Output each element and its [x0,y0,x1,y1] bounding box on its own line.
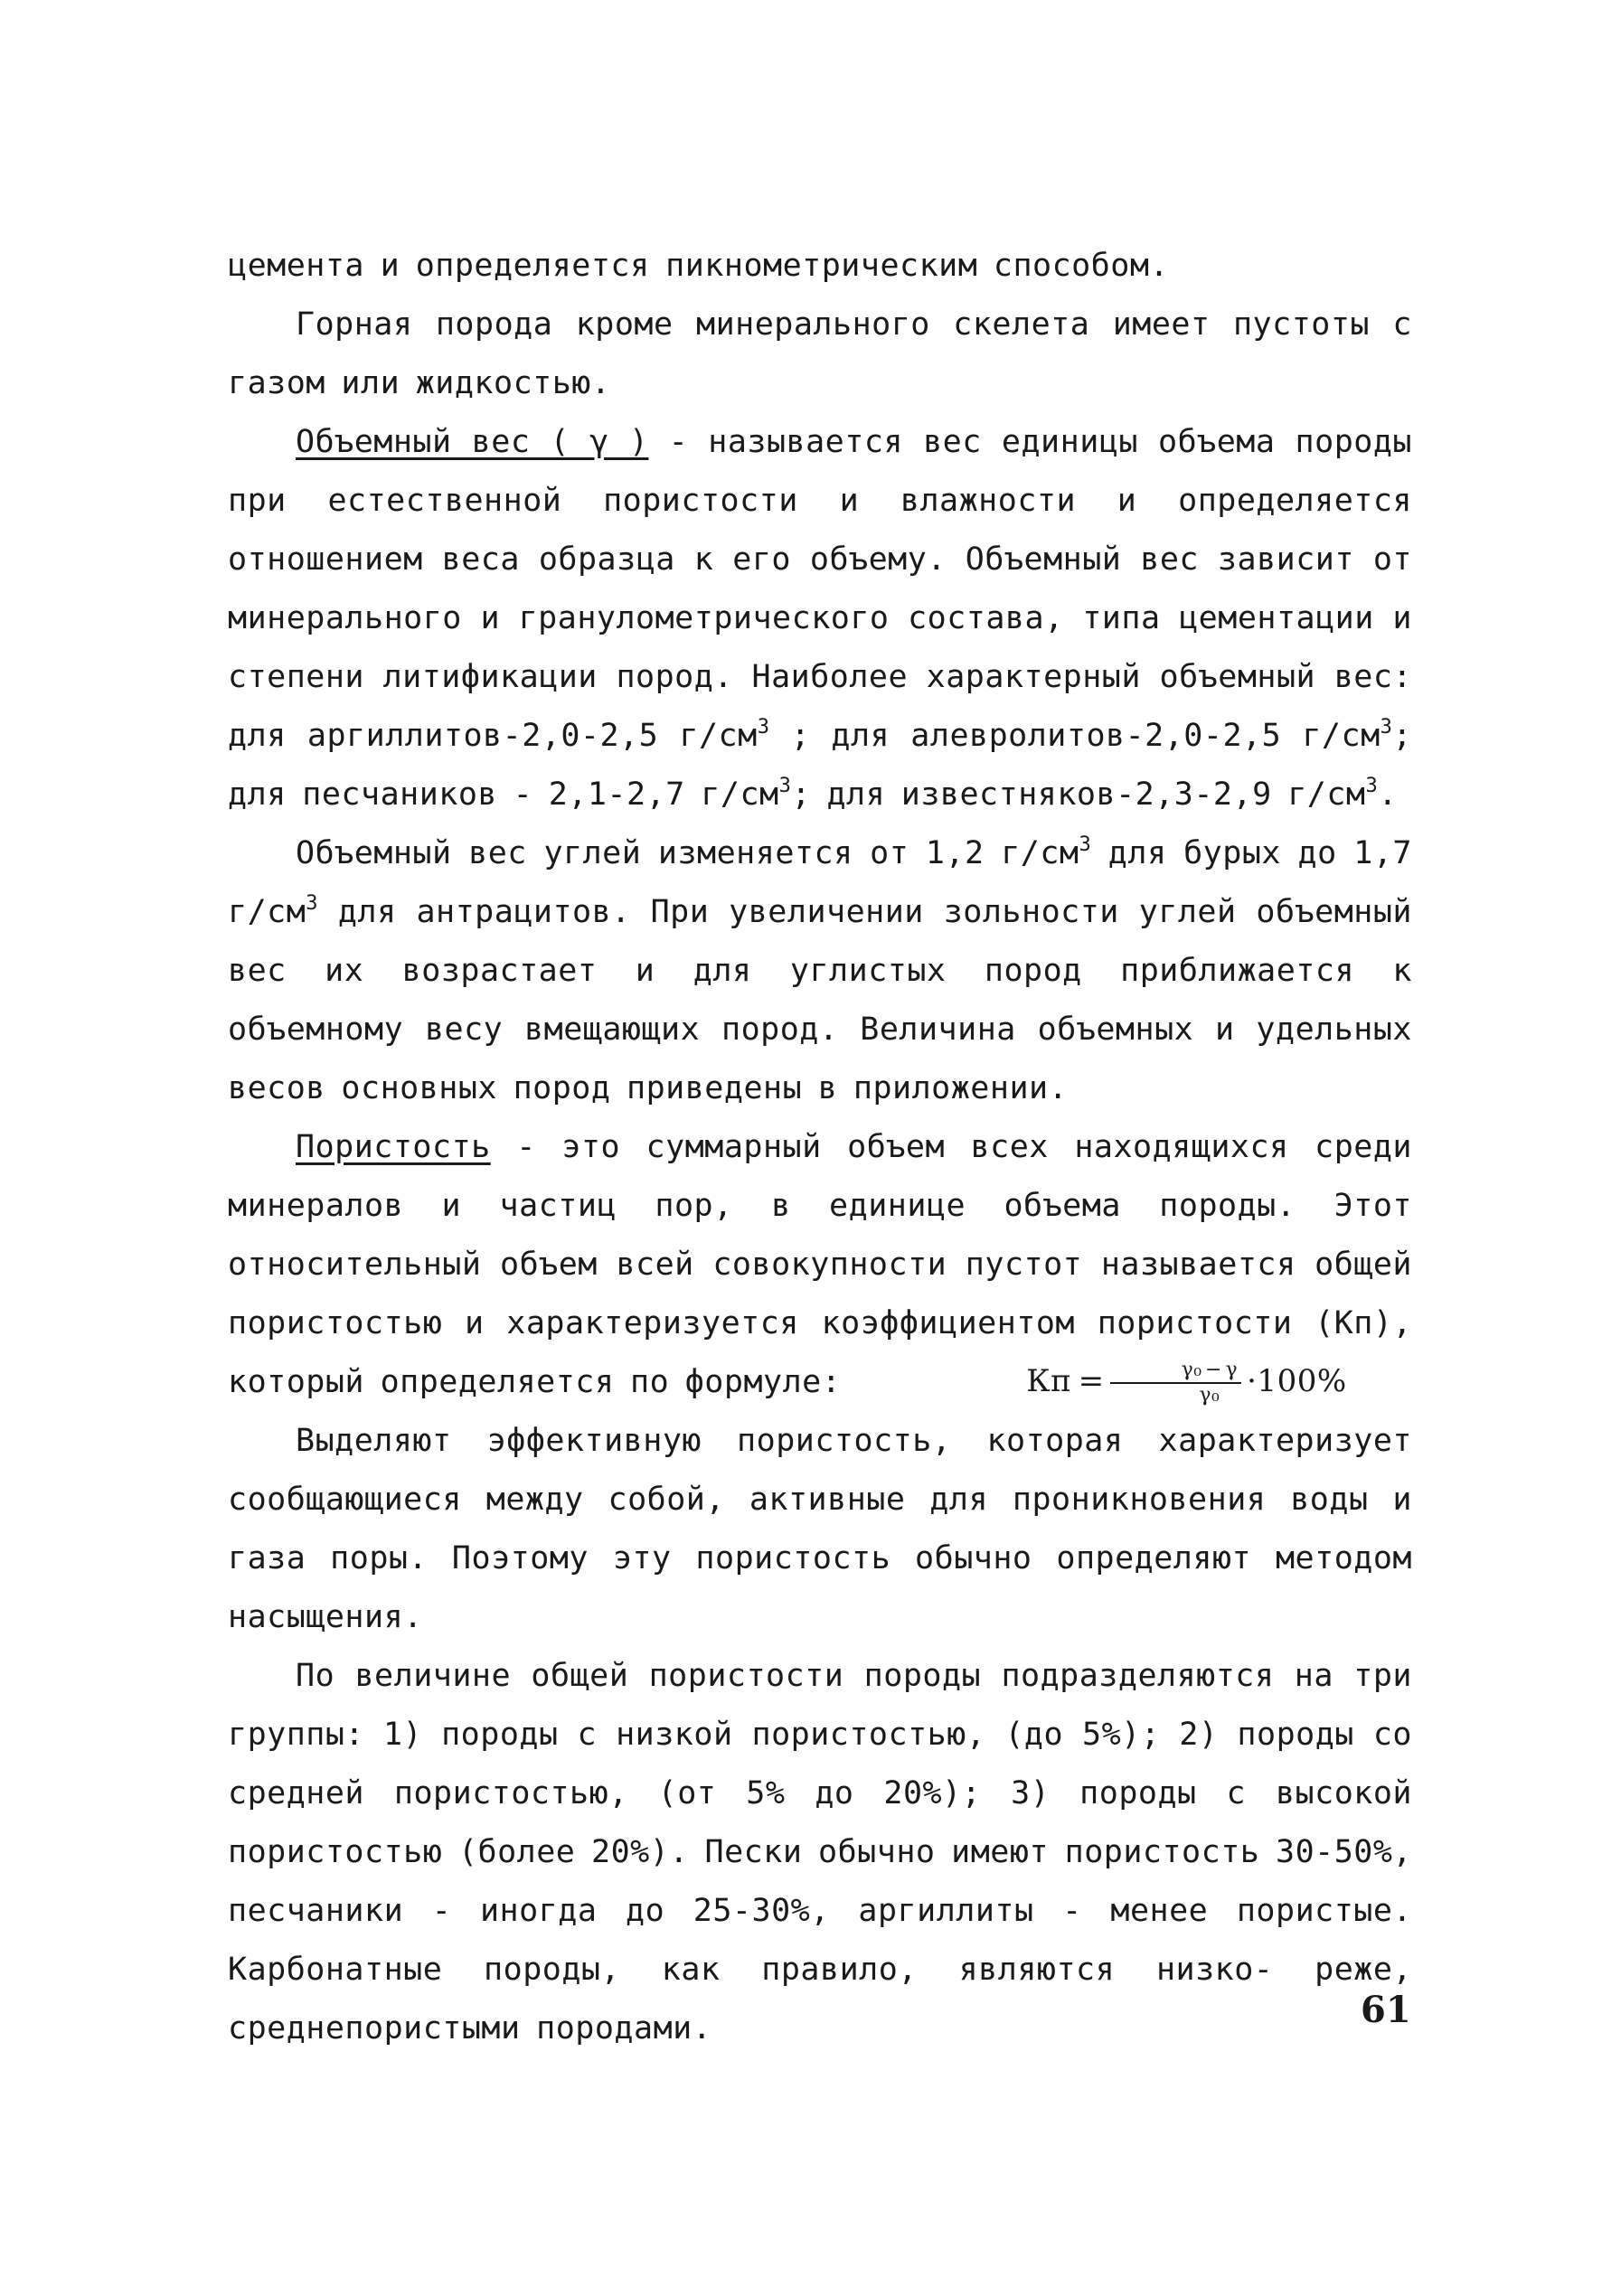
paragraph-porosity [228,1118,1412,1412]
bulk-density-text-2: ; для алевролитов-2,0-2,5 г/см [769,718,1381,754]
bulk-density-text-5: . [1378,776,1398,813]
exponent: 3 [1365,775,1379,797]
paragraph-coal-density [228,824,1412,1118]
paragraph-effective-porosity: Выделяют эффективную пористость, которая характеризует сообщающиеся между собой, активные для проникновения воды и газа поры. Поэтому эту пористость обычно определяют методом насыщения. [228,1423,1412,1635]
term-bulk-density: Объемный вес ( γ ) [296,424,649,460]
formula-lhs: Кп = [1026,1363,1105,1399]
exponent: 3 [757,716,770,739]
formula-rhs: ·100% [1247,1363,1347,1399]
paragraph-bulk-density [228,413,1412,824]
coal-text-3: для антрацитов. При увеличении зольности углей объемный вес их возрастает и для углистых пород приближается к объемному весу вмещающих пород. Величина объемных и удельных весов основных пород приведены в приложении. [228,894,1412,1106]
paragraph-porosity-groups: По величине общей пористости породы подразделяются на три группы: 1) породы с низкой пористостью, (до 5%); 2) породы со средней пористостью, (от 5% до 20%); 3) породы с высокой пористостью (более 20%). Пески обычно имеют пористость 30-50%, песчаники - иногда до 25-30%, аргиллиты - менее пористые. Карбонатные породы, как правило, являются низко- реже, среднепористыми породами. [228,1658,1412,2047]
bulk-density-text-3: ; для песчаников - 2,1-2,7 г/см [228,718,1412,813]
formula-denominator: γ₀ [1199,1384,1220,1407]
exponent: 3 [1079,833,1092,856]
porosity-formula [958,1360,1346,1406]
formula-fraction [1110,1360,1242,1406]
page-number: 61 [1361,1989,1411,2031]
paragraph-rock-voids: Горная порода кроме минерального скелета имеет пустоты с газом или жидкостью. [228,306,1412,401]
coal-text-1: Объемный вес углей изменяется от 1,2 г/см [296,835,1079,871]
coal-text-2: для бурых до 1,7 г/см [228,835,1412,930]
formula-numerator: γ₀ − γ [1110,1360,1242,1384]
term-porosity: Пористость [296,1129,491,1165]
body-text [228,237,1412,2058]
exponent: 3 [778,775,792,797]
paragraph-cement: цемента и определяется пикнометрическим способом. [228,248,1170,284]
bulk-density-text: - называется вес единицы объема породы при естественной пористости и влажности и определяется отношением веса образца к его объему. Объемный вес зависит от минерального и гранулометрического состава, типа цементации и степени литификации пород. Наиболее характерный объемный вес: для аргиллитов-2,0-2,5 г/см [228,424,1412,754]
exponent: 3 [1380,716,1393,739]
exponent: 3 [306,892,319,915]
bulk-density-text-4: ; для известняков-2,3-2,9 г/см [791,776,1366,813]
porosity-text: - это суммарный объем всех находящихся среди минералов и частиц пор, в единице объема породы. Этот относительный объем всей совокупности пустот называется общей пористостью и характеризуется коэффициентом пористости (Кп), который определяется по формуле: [228,1129,1412,1400]
